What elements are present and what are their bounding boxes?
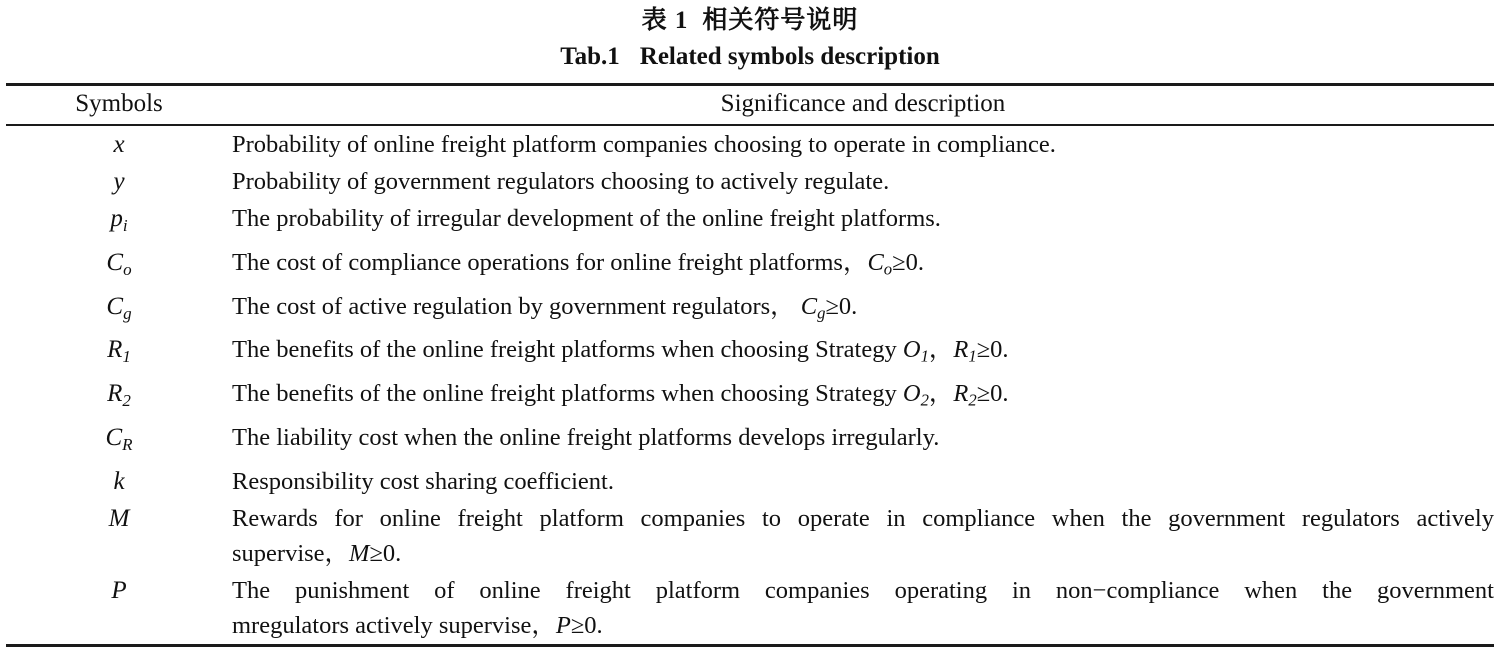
table-row	[6, 163, 1494, 200]
table-row	[6, 331, 1494, 375]
symbol-cell: k	[113, 467, 125, 495]
caption-english	[6, 38, 1494, 74]
caption-english-title: Related symbols description	[639, 43, 940, 70]
symbol-cell: $C_g$	[106, 292, 132, 323]
table-row	[6, 419, 1494, 463]
symbol-cell: $R_1$	[107, 336, 131, 366]
table-row	[6, 200, 1494, 244]
symbol-cell: $p_i$	[110, 205, 128, 235]
table-row	[6, 375, 1494, 419]
table-header	[6, 86, 1494, 124]
symbol-cell: M	[108, 504, 130, 532]
description-cell: The cost of compliance operations for online freight platforms，$C_o\ge 0$.	[232, 248, 924, 279]
description-cell: The cost of active regulation by government regulators， $C_g\ge 0$.	[232, 292, 858, 323]
description-cell: Responsibility cost sharing coefficient.	[232, 467, 614, 495]
caption-english-number: Tab.1	[560, 43, 620, 70]
description-cell: Probability of online freight platform companies choosing to operate in compliance.	[232, 131, 1056, 158]
caption-chinese-title: 相关符号说明	[702, 7, 859, 34]
caption-chinese	[6, 0, 1494, 38]
symbol-cell: $C_o$	[106, 248, 132, 279]
table-row	[6, 572, 1494, 644]
caption-chinese-number: 表 1	[641, 7, 689, 34]
description-cell: The benefits of the online freight platforms when choosing Strategy $O_1$，$R_1\ge 0$.	[232, 336, 1009, 366]
symbol-cell: P	[111, 576, 127, 604]
table-row	[6, 126, 1494, 163]
description-cell: The probability of irregular development of the online freight platforms.	[232, 205, 941, 232]
symbols-table-body	[6, 126, 1494, 644]
table-row	[6, 244, 1494, 288]
table-row	[6, 500, 1494, 572]
description-cell: Probability of government regulators choosing to actively regulate.	[232, 168, 890, 195]
symbol-cell: $R_2$	[107, 380, 131, 410]
table-bottom-rule	[6, 644, 1494, 647]
column-header-significance: Significance and description	[720, 90, 1006, 117]
description-cell: The benefits of the online freight platforms when choosing Strategy $O_2$，$R_2\ge 0$.	[232, 380, 1009, 410]
table-row	[6, 463, 1494, 500]
symbols-table	[6, 86, 1494, 124]
description-cell: The liability cost when the online freight platforms develops irregularly.	[232, 423, 940, 451]
symbol-cell: $C_R$	[105, 423, 133, 454]
table-body	[6, 126, 1494, 644]
description-cell: The punishment of online freight platform companies operating in non−compliance when the government mregulators actively supervise，P≥0.	[232, 576, 1494, 639]
symbol-cell: x	[113, 131, 125, 158]
description-cell: Rewards for online freight platform companies to operate in compliance when the government regulators actively supervise，M≥0.	[232, 504, 1494, 567]
table-header-row	[6, 86, 1494, 124]
column-header-symbols: Symbols	[75, 90, 163, 117]
table-row	[6, 288, 1494, 332]
symbol-cell: y	[113, 168, 125, 195]
